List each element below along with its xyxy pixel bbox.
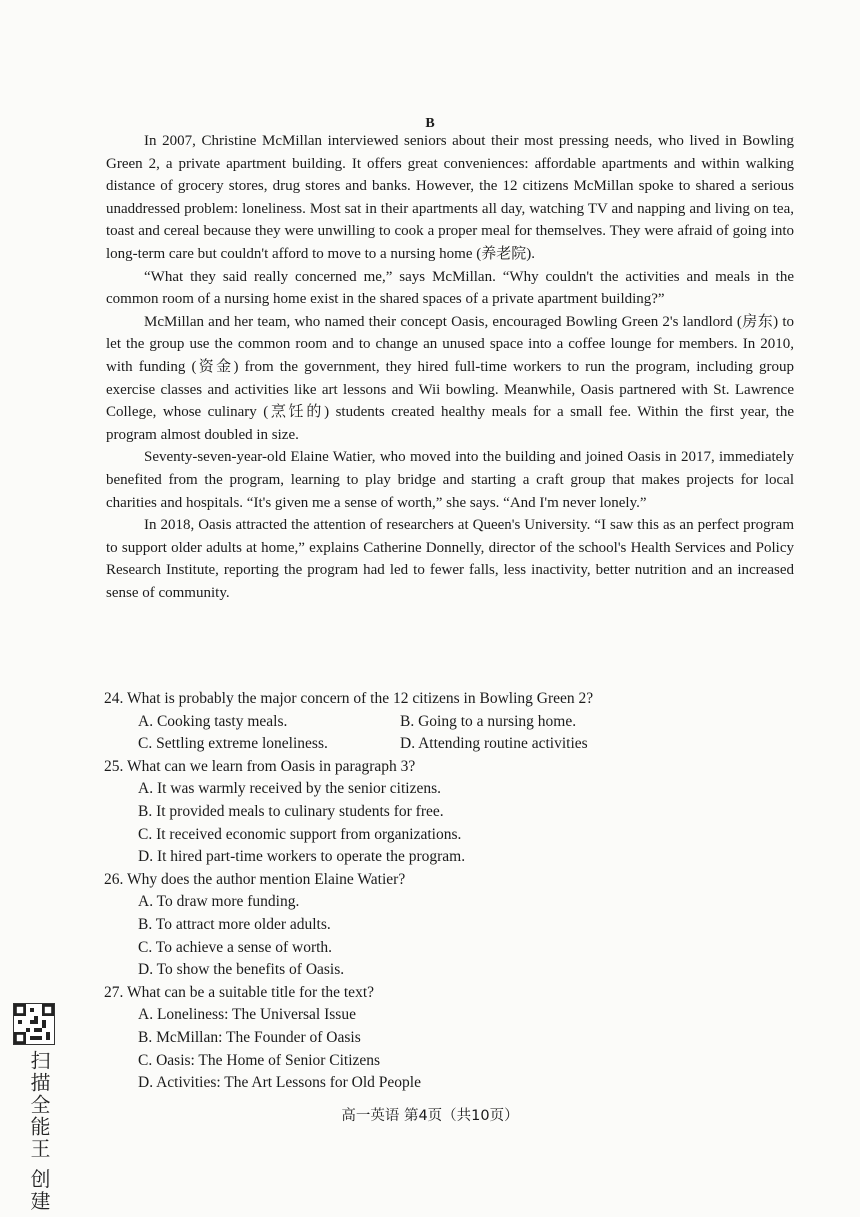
section-label: B <box>425 116 435 131</box>
question-stem: 24. What is probably the major concern of the 12 citizens in Bowling Green 2? <box>104 690 594 707</box>
page-footer: 高一英语 第4页（共10页） <box>341 1108 519 1124</box>
option-b: B. It provided meals to culinary students for free. <box>138 802 444 820</box>
option-d: D. Attending routine activities <box>400 735 588 753</box>
passage-paragraph-4: Seventy-seven-year-old Elaine Watier, who moved into the building and joined Oasis in 2017, immediately benefited from the program, learning to play bridge and starting a craft group that makes projects for local charities and hospitals. “It's given me a sense of worth,” she says. “And I'm never lonely.” <box>106 449 794 511</box>
question-stem: 25. What can we learn from Oasis in paragraph 3? <box>104 757 416 775</box>
option-a: A. Cooking tasty meals. <box>138 712 288 730</box>
option-a: A. It was warmly received by the senior citizens. <box>138 780 442 798</box>
reading-passage <box>106 130 794 604</box>
question-27 <box>104 982 804 1095</box>
question-26 <box>104 869 804 982</box>
passage-paragraph-2: “What they said really concerned me,” says McMillan. “Why couldn't the activities and meals in the common room of a nursing home exist in the shared spaces of a private apartment building?” <box>106 268 794 308</box>
passage-paragraph-3: McMillan and her team, who named their concept Oasis, encouraged Bowling Green 2's landlord (房东) to let the group use the common room and to change an unused space into a coffee lounge for members. In 2010, with funding (资金) from the government, they hired full-time workers to run the program, including group exercise classes and activities like art lessons and Wii bowling. Meanwhile, Oasis partnered with St. Lawrence College, whose culinary (烹饪的) students created healthy meals for a small fee. Within the first year, the program almost doubled in size. <box>106 313 794 443</box>
option-b: B. Going to a nursing home. <box>400 712 577 730</box>
option-d: D. To show the benefits of Oasis. <box>138 961 345 979</box>
option-b: B. To attract more older adults. <box>138 915 331 933</box>
question-stem: 26. Why does the author mention Elaine Watier? <box>104 870 406 888</box>
passage-paragraph-1: In 2007, Christine McMillan interviewed seniors about their most pressing needs, who lived in Bowling Green 2, a private apartment building. It offers great conveniences: affordable apartments and within walking distance of grocery stores, drug stores and banks. However, the 12 citizens McMillan spoke to shared a serious unaddressed problem: loneliness. Most sat in their apartments all day, watching TV and napping and living on tea, toast and cereal because they were unwilling to cook a proper meal for themselves. They were afraid of going into long-term care but couldn't afford to move to a nursing home (养老院). <box>106 133 794 262</box>
question-25 <box>104 756 804 869</box>
question-stem: 27. What can be a suitable title for the text? <box>104 983 375 1001</box>
option-d: D. It hired part-time workers to operate the program. <box>138 848 466 866</box>
option-c: C. Settling extreme loneliness. <box>138 735 328 753</box>
question-list <box>104 688 804 1095</box>
option-a: A. Loneliness: The Universal Issue <box>138 1006 356 1024</box>
qr-code-icon <box>13 1003 55 1045</box>
option-c: C. It received economic support from organizations. <box>138 825 462 843</box>
option-a: A. To draw more funding. <box>138 893 300 911</box>
scanner-watermark: 扫描全能王 创建 <box>27 1050 51 1213</box>
option-d: D. Activities: The Art Lessons for Old People <box>138 1074 421 1092</box>
question-24 <box>104 688 804 756</box>
option-c: C. To achieve a sense of worth. <box>138 938 333 956</box>
option-b: B. McMillan: The Founder of Oasis <box>138 1028 361 1046</box>
passage-paragraph-5: In 2018, Oasis attracted the attention of researchers at Queen's University. “I saw this as an perfect program to support older adults at home,” explains Catherine Donnelly, director of the school's Health Services and Policy Research Institute, reporting the program had led to fewer falls, less inactivity, better nutrition and an increased sense of community. <box>106 517 794 601</box>
option-c: C. Oasis: The Home of Senior Citizens <box>138 1051 381 1069</box>
